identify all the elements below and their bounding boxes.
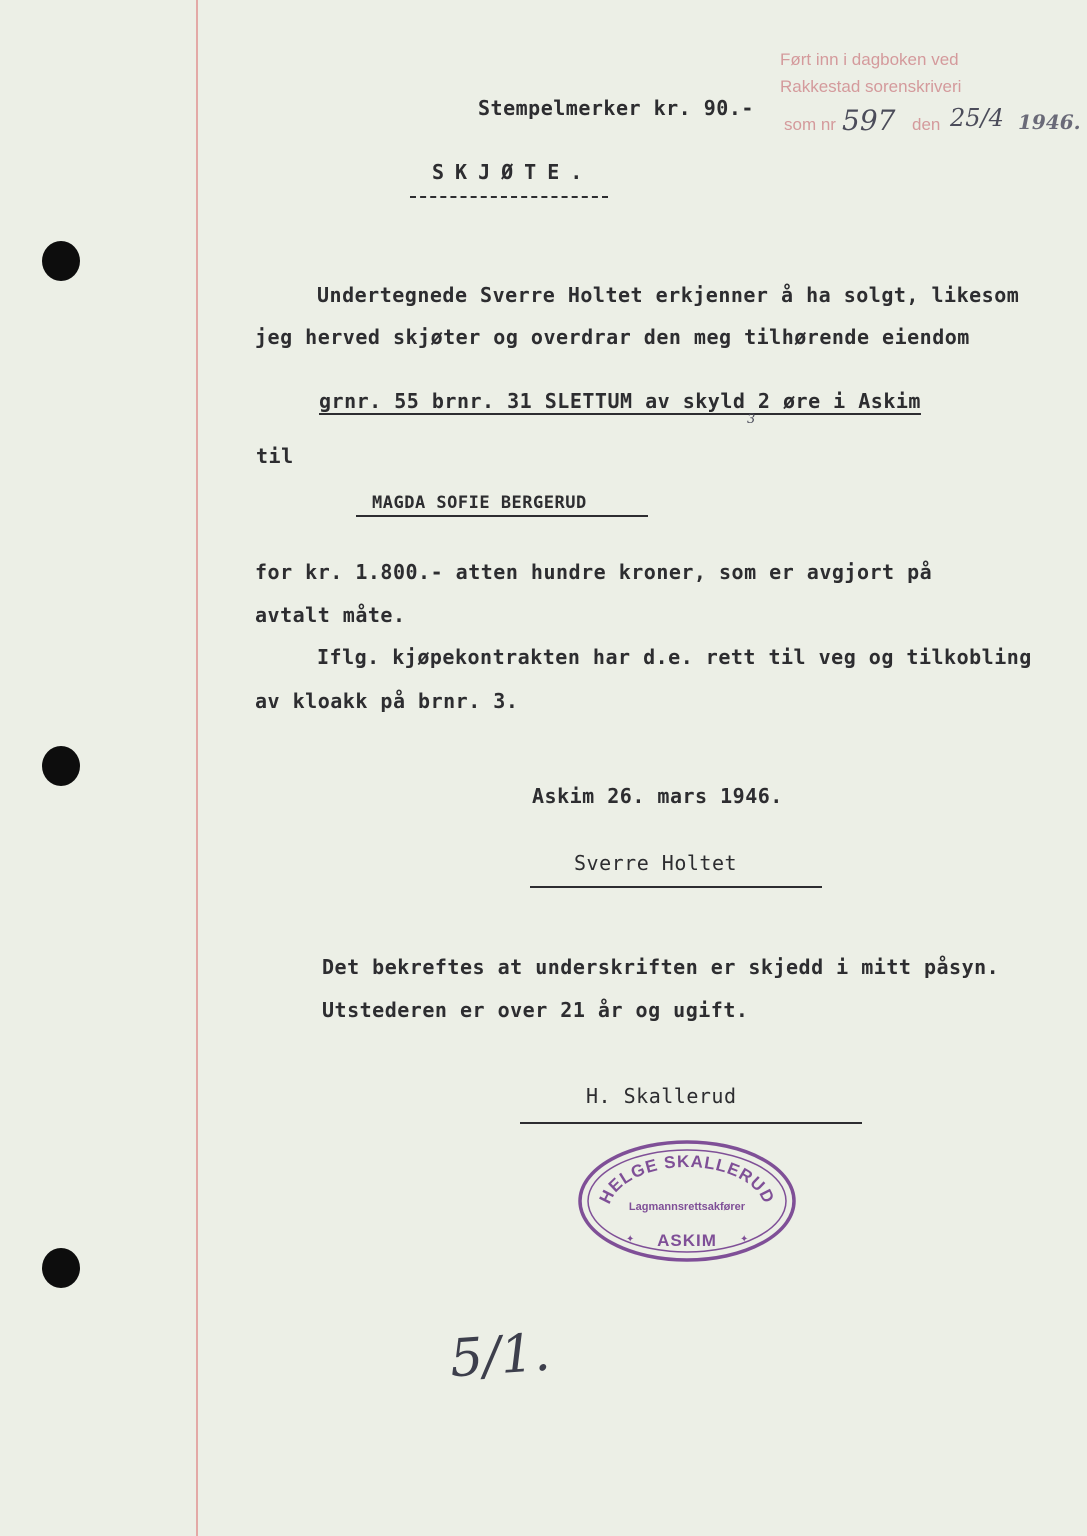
seal-star-right: ✦ [740,1234,749,1245]
contract-line-1: Iflg. kjøpekontrakten har d.e. rett til veg og tilkobling [317,645,1032,669]
seller-signature-line [530,886,822,888]
property-superscript-note: 3 [747,412,756,427]
witness-line-2: Utstederen er over 21 år og ugift. [322,998,749,1022]
registration-year: 1946. [1018,110,1081,134]
punch-hole [42,1248,80,1288]
registration-stamp-line2: Rakkestad sorenskriveri [780,77,962,96]
stamp-duty-line: Stempelmerker kr. 90.- [478,96,754,120]
registration-stamp-den: den [912,115,941,134]
place-date: Askim 26. mars 1946. [532,784,783,808]
property-designation: grnr. 55 brnr. 31 SLETTUM av skyld 2 øre i Askim [319,389,921,413]
seal-name-arc: HELGE SKALLERUD [595,1151,779,1207]
seal-title: Lagmannsrettsakfører [628,1201,746,1213]
buyer-underline [356,515,648,517]
title-underline [410,196,608,198]
body-line-1: Undertegnede Sverre Holtet erkjenner å ha solgt, likesom [317,283,1020,307]
registration-number: 597 [842,104,896,137]
contract-line-2: av kloakk på brnr. 3. [255,689,519,713]
witness-line-1: Det bekreftes at underskriften er skjedd i mitt påsyn. [322,955,1000,979]
witness-signature-line [520,1122,862,1124]
punch-hole [42,746,80,786]
body-line-2: jeg herved skjøter og overdrar den meg tilhørende eiendom [255,325,970,349]
document-title: SKJØTE. [432,160,594,184]
price-line-1: for kr. 1.800.- atten hundre kroner, som er avgjort på [255,560,933,584]
witness-name: H. Skallerud [586,1084,737,1108]
seal-star-left: ✦ [626,1234,635,1245]
til-word: til [256,444,294,468]
seal-place: ASKIM [657,1231,717,1250]
registration-stamp-line1: Ført inn i dagboken ved [780,50,959,69]
registration-date: 25/4 [950,104,1004,132]
registration-stamp-som-nr: som nr [784,115,836,134]
buyer-name: MAGDA SOFIE BERGERUD [372,493,587,513]
seller-signature-name: Sverre Holtet [574,851,738,875]
punch-hole [42,241,80,281]
page-mark: 5/1. [448,1322,553,1390]
price-line-2: avtalt måte. [255,603,406,627]
margin-line [196,0,198,1536]
notary-seal [576,1138,798,1264]
